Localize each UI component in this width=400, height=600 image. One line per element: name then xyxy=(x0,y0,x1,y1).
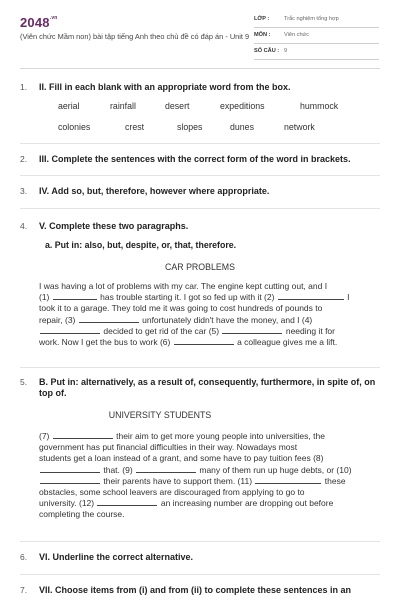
blank-7[interactable] xyxy=(53,438,113,439)
section-divider xyxy=(20,574,380,575)
meta-label: MÔN : xyxy=(254,32,271,38)
word-bank-item: slopes xyxy=(177,122,203,132)
site-logo[interactable] xyxy=(20,15,58,30)
question-number: 7. xyxy=(20,585,28,595)
question-2 xyxy=(20,154,380,165)
meta-value: 9 xyxy=(284,48,288,54)
section-divider xyxy=(20,208,380,209)
word-bank-item: hummock xyxy=(300,101,339,111)
passage-line: work. Now I get the bus to work (6) a colleague gives me a lift. xyxy=(39,337,338,348)
question-title: III. Complete the sentences with the correct form of the word in brackets. xyxy=(39,154,351,164)
question-3 xyxy=(20,186,380,197)
word-bank-item: crest xyxy=(125,122,145,132)
logo-suffix: .vn xyxy=(49,15,58,21)
document-title: (Viên chức Mầm non) bài tập tiếng Anh theo chủ đề có đáp án - Unit 9 xyxy=(20,32,250,41)
blank-3[interactable] xyxy=(79,322,139,323)
passage-line: students get a loan instead of a grant, and some have to pay tuition fees (8) xyxy=(39,453,324,464)
passage-heading: UNIVERSITY STUDENTS xyxy=(108,410,212,420)
section-divider xyxy=(20,175,380,176)
question-number: 1. xyxy=(20,82,28,92)
word-bank-item: desert xyxy=(165,101,190,111)
question-number: 6. xyxy=(20,552,28,562)
meta-label: SỐ CÂU : xyxy=(254,48,280,54)
blank-2[interactable] xyxy=(278,299,344,300)
question-number: 3. xyxy=(20,186,28,196)
passage-car-problems xyxy=(39,281,374,348)
blank-11[interactable] xyxy=(255,483,321,484)
question-title: VII. Choose items from (i) and from (ii) to complete these sentences in an xyxy=(39,585,352,595)
meta-row-class xyxy=(254,14,379,28)
blank-8[interactable] xyxy=(40,472,100,473)
passage-university-students xyxy=(39,431,374,521)
passage-line: repair, (3) unfortunately didn't have the money, and I (4) xyxy=(39,314,313,325)
meta-info xyxy=(254,14,379,62)
question-title: II. Fill in each blank with an appropriate word from the box. xyxy=(39,82,291,92)
section-divider xyxy=(20,541,380,542)
blank-6[interactable] xyxy=(174,344,234,345)
question-number: 4. xyxy=(20,221,28,231)
question-subtitle: a. Put in: also, but, despite, or, that, therefore. xyxy=(45,240,237,250)
passage-line: completing the course. xyxy=(39,509,125,520)
question-title: B. Put in: alternatively, as a result of, consequently, furthermore, in spite of, on top of. xyxy=(39,377,376,398)
passage-line: their parents have to support them. (11) these xyxy=(39,476,374,487)
passage-line: that. (9) many of them run up huge debts, or (10) xyxy=(39,465,374,476)
question-5 xyxy=(20,377,380,399)
passage-line: obstacles, some school leavers are discouraged from applying to go to xyxy=(39,487,305,498)
blank-5[interactable] xyxy=(222,333,282,334)
blank-4[interactable] xyxy=(40,333,100,334)
meta-value: Trắc nghiệm tổng hợp xyxy=(284,16,339,22)
blank-1[interactable] xyxy=(53,299,97,300)
passage-line: I was having a lot of problems with my car. The engine kept cutting out, and I xyxy=(39,281,328,291)
blank-12[interactable] xyxy=(97,505,157,506)
question-6 xyxy=(20,552,380,563)
passage-heading: CAR PROBLEMS xyxy=(165,262,235,272)
document-header xyxy=(0,0,400,70)
passage-line: took it to a garage. They told me it was going to cost hundreds of pounds to xyxy=(39,303,323,314)
question-title: IV. Add so, but, therefore, however where appropriate. xyxy=(39,186,270,196)
question-7 xyxy=(20,585,390,596)
question-title: V. Complete these two paragraphs. xyxy=(39,221,189,231)
passage-line: (1) has trouble starting it. I got so fed up with it (2) I xyxy=(39,292,350,303)
blank-9[interactable] xyxy=(136,472,196,473)
meta-label: LỚP : xyxy=(254,16,270,22)
question-1 xyxy=(20,82,380,93)
header-divider xyxy=(20,68,380,69)
passage-line: (7) their aim to get more young people into universities, the xyxy=(39,431,325,441)
meta-row-count xyxy=(254,46,379,60)
question-title: VI. Underline the correct alternative. xyxy=(39,552,194,562)
passage-line: government has put financial difficulties in their way. Nowadays most xyxy=(39,442,298,453)
passage-line: university. (12) an increasing number are dropping out before xyxy=(39,498,334,509)
meta-value: Viên chức xyxy=(284,32,310,38)
section-divider xyxy=(20,143,380,144)
word-bank-item: network xyxy=(284,122,315,132)
word-bank-item: dunes xyxy=(230,122,254,132)
question-number: 2. xyxy=(20,154,28,164)
word-bank-item: colonies xyxy=(58,122,91,132)
blank-10[interactable] xyxy=(40,483,100,484)
question-4 xyxy=(20,221,380,232)
meta-row-subject xyxy=(254,30,379,44)
word-bank-item: rainfall xyxy=(110,101,136,111)
section-divider xyxy=(20,367,380,368)
word-bank-item: expeditions xyxy=(220,101,265,111)
passage-line: decided to get rid of the car (5) needing it for xyxy=(39,326,374,337)
word-bank-item: aerial xyxy=(58,101,80,111)
question-number: 5. xyxy=(20,377,28,387)
logo-text: 2048 xyxy=(20,15,50,30)
